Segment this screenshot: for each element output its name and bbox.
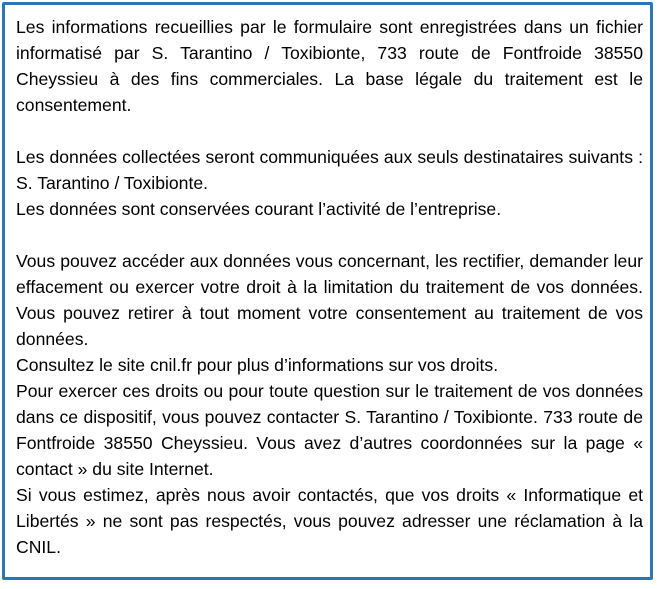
notice-paragraph-contact: Pour exercer ces droits ou pour toute question sur le traitement de vos données dans ce dispositif, vous pouvez contacter S. Tarantino / Toxibionte. 733 route de Fontfroide 38550 Cheyssieu. Vous avez d’autres coordonnées sur la page « contact » du site Internet. xyxy=(16,381,643,479)
privacy-notice-box xyxy=(2,2,653,580)
notice-paragraph-rights: Vous pouvez accéder aux données vous concernant, les rectifier, demander leur effacement ou exercer votre droit à la limitation du traitement de vos données. Vous pouvez retirer à tout moment votre consentement au traitement de vos données. xyxy=(16,251,643,349)
privacy-notice-text xyxy=(16,14,643,560)
notice-paragraph-data-collection: Les informations recueillies par le formulaire sont enregistrées dans un fichier informatisé par S. Tarantino / Toxibionte, 733 route de Fontfroide 38550 Cheyssieu à des fins commerciales. La base légale du traitement est le consentement. xyxy=(16,17,643,115)
notice-paragraph-complaint: Si vous estimez, après nous avoir contactés, que vos droits « Informatique et Libertés » ne sont pas respectés, vous pouvez adresser une réclamation à la CNIL. xyxy=(16,485,643,557)
notice-paragraph-recipients: Les données collectées seront communiquées aux seuls destinataires suivants : S. Tarantino / Toxibionte. xyxy=(16,147,643,193)
notice-paragraph-retention: Les données sont conservées courant l’activité de l’entreprise. xyxy=(16,199,502,219)
notice-paragraph-cnil-info: Consultez le site cnil.fr pour plus d’informations sur vos droits. xyxy=(16,355,499,375)
